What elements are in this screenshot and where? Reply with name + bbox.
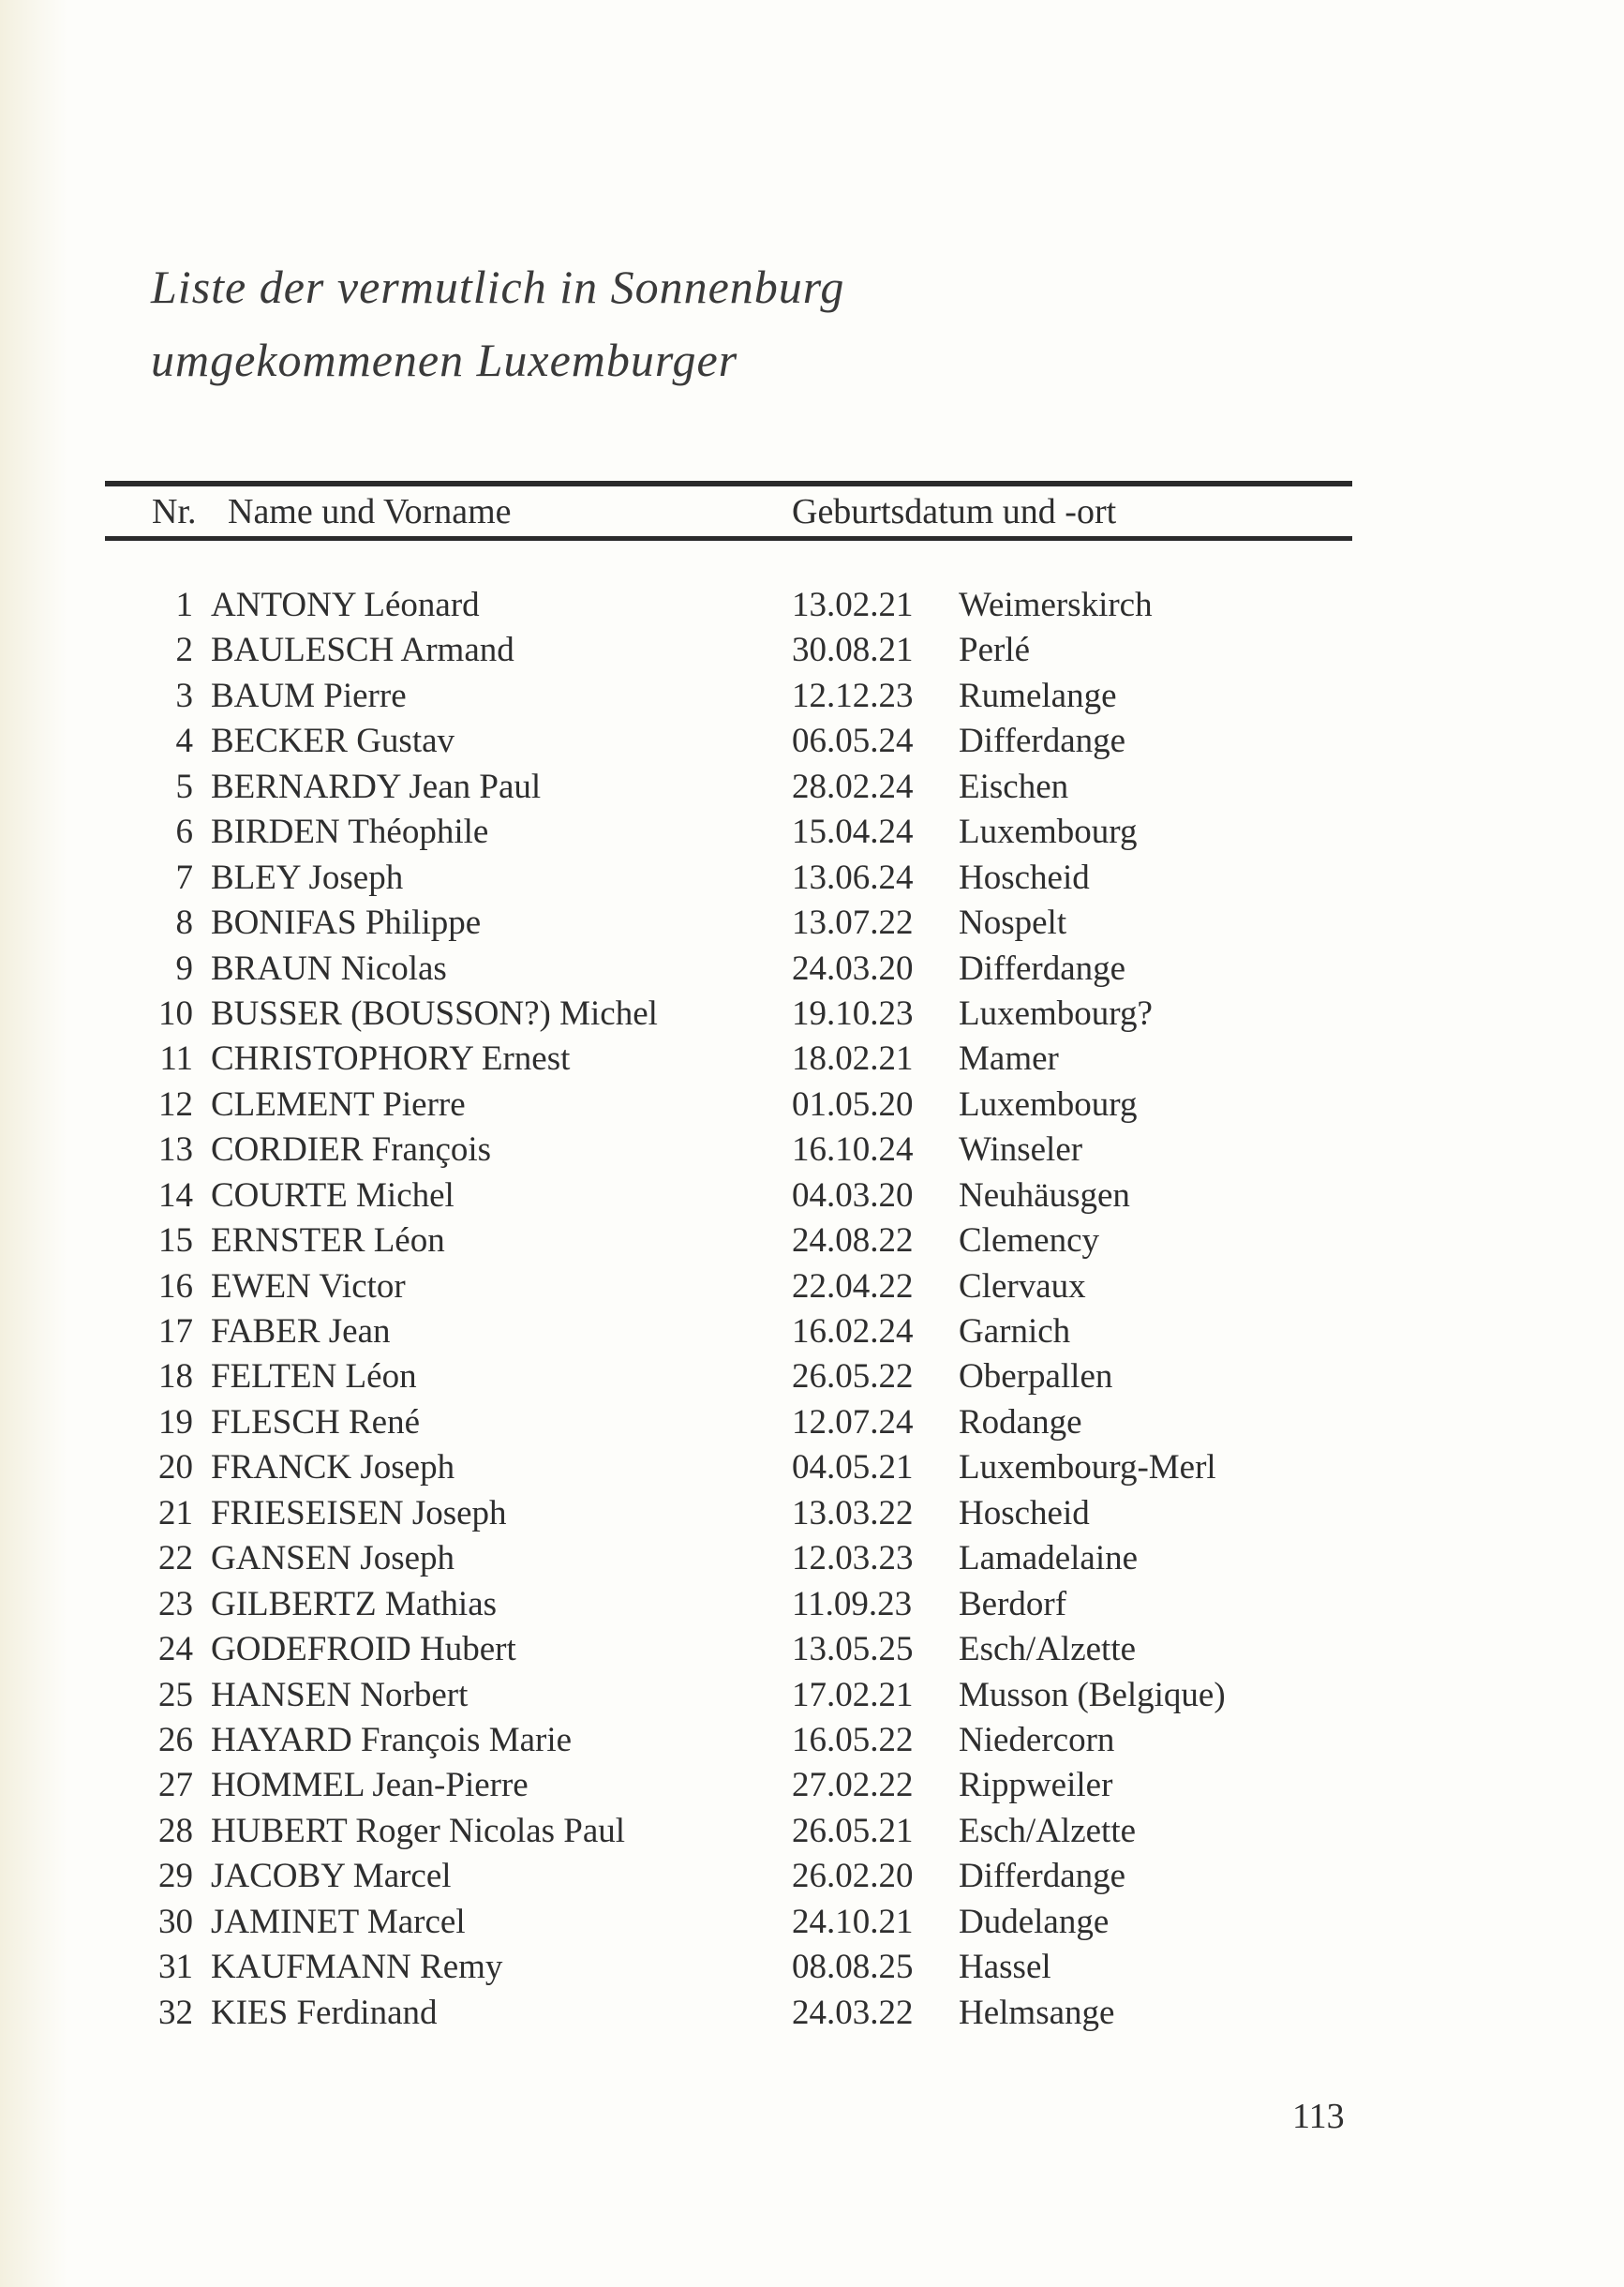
row-birthdate: 17.02.21 [792,1675,914,1714]
row-birthdate: 24.10.21 [792,1902,914,1941]
row-number: 31 [158,1948,193,1987]
row-name: KAUFMANN Remy [211,1948,503,1987]
row-birthdate: 16.02.24 [792,1312,914,1351]
row-birthplace: Oberpallen [959,1357,1113,1397]
table-row [94,1945,1556,1990]
row-name: BLEY Joseph [211,858,404,897]
row-name: HAYARD François Marie [211,1720,573,1759]
row-name: GILBERTZ Mathias [211,1584,498,1623]
row-name: FLESCH René [211,1402,421,1442]
row-birthplace: Rodange [959,1402,1082,1442]
row-number: 17 [158,1312,193,1351]
row-birthplace: Helmsange [959,1993,1115,2032]
row-birthplace: Lamadelaine [959,1539,1139,1578]
row-birthdate: 06.05.24 [792,722,914,761]
row-number: 4 [175,722,193,761]
row-birthplace: Clervaux [959,1266,1086,1306]
table-row [94,1354,1556,1399]
row-birthdate: 26.05.21 [792,1811,914,1850]
row-number: 3 [175,676,193,715]
table-row [94,583,1556,628]
table-row [94,1218,1556,1263]
row-birthplace: Luxembourg-Merl [959,1448,1216,1487]
row-birthdate: 13.07.22 [792,904,914,943]
row-birthplace: Esch/Alzette [959,1630,1137,1669]
row-name: GODEFROID Hubert [211,1630,516,1669]
row-name: FELTEN Léon [211,1357,417,1397]
row-number: 12 [158,1084,193,1124]
table-row [94,1627,1556,1672]
row-birthplace: Perlé [959,631,1031,670]
row-birthdate: 12.07.24 [792,1402,914,1442]
table-row [94,674,1556,719]
row-name: JACOBY Marcel [211,1857,452,1896]
row-birthplace: Winseler [959,1130,1083,1170]
table-row [94,1854,1556,1899]
row-number: 23 [158,1584,193,1623]
table-row [94,1491,1556,1536]
table-row [94,1083,1556,1128]
table-row [94,765,1556,810]
row-birthplace: Clemency [959,1221,1100,1261]
table-row [94,992,1556,1037]
row-birthplace: Rumelange [959,676,1117,715]
row-name: BAULESCH Armand [211,631,514,670]
row-birthdate: 16.05.22 [792,1720,914,1759]
row-birthdate: 24.03.20 [792,949,914,988]
column-header-nr: Nr. [152,492,197,531]
row-name: FABER Jean [211,1312,391,1351]
row-birthdate: 24.03.22 [792,1993,914,2032]
row-name: BIRDEN Théophile [211,813,489,852]
row-name: BAUM Pierre [211,676,407,715]
row-name: GANSEN Joseph [211,1539,455,1578]
row-number: 30 [158,1902,193,1941]
row-name: BRAUN Nicolas [211,949,447,988]
row-number: 20 [158,1448,193,1487]
row-name: BERNARDY Jean Paul [211,767,542,806]
row-number: 11 [159,1039,193,1079]
row-birthplace: Garnich [959,1312,1071,1351]
row-number: 28 [158,1811,193,1850]
row-name: COURTE Michel [211,1175,454,1215]
row-birthdate: 08.08.25 [792,1948,914,1987]
row-number: 24 [158,1630,193,1669]
row-birthdate: 12.12.23 [792,676,914,715]
row-birthplace: Musson (Belgique) [959,1675,1226,1714]
row-number: 16 [158,1266,193,1306]
row-name: EWEN Victor [211,1266,406,1306]
row-number: 18 [158,1357,193,1397]
page-title-line2: umgekommenen Luxemburger [151,333,738,386]
row-birthdate: 16.10.24 [792,1130,914,1170]
row-birthplace: Eischen [959,767,1069,806]
row-birthdate: 19.10.23 [792,994,914,1033]
row-birthdate: 26.02.20 [792,1857,914,1896]
row-birthplace: Differdange [959,722,1126,761]
row-name: JAMINET Marcel [211,1902,466,1941]
row-birthplace: Mamer [959,1039,1059,1079]
row-name: FRANCK Joseph [211,1448,455,1487]
row-birthdate: 30.08.21 [792,631,914,670]
row-name: BONIFAS Philippe [211,904,482,943]
row-birthplace: Neuhäusgen [959,1175,1130,1215]
row-number: 27 [158,1766,193,1805]
table-row [94,947,1556,992]
row-number: 10 [158,994,193,1033]
table-header-row [94,490,1499,533]
row-birthplace: Luxembourg? [959,994,1153,1033]
row-birthdate: 13.02.21 [792,586,914,624]
row-number: 2 [175,631,193,670]
table-row [94,856,1556,901]
table-row [94,1173,1556,1218]
row-birthdate: 01.05.20 [792,1084,914,1124]
row-birthplace: Dudelange [959,1902,1110,1941]
row-birthdate: 12.03.23 [792,1539,914,1578]
table-row [94,1309,1556,1354]
page-title [151,250,844,396]
row-birthdate: 18.02.21 [792,1039,914,1079]
row-birthdate: 04.05.21 [792,1448,914,1487]
row-name: KIES Ferdinand [211,1993,438,2032]
row-name: CORDIER François [211,1130,492,1170]
scanned-page-edge-shadow [0,0,67,2287]
row-name: ANTONY Léonard [211,586,480,624]
table-row [94,1445,1556,1490]
row-name: ERNSTER Léon [211,1221,445,1261]
row-birthdate: 11.09.23 [792,1584,913,1623]
table-top-rule [105,481,1352,486]
row-birthdate: 24.08.22 [792,1221,914,1261]
table-row [94,1718,1556,1763]
row-number: 7 [175,858,193,897]
row-name: CHRISTOPHORY Ernest [211,1039,571,1079]
row-number: 9 [175,949,193,988]
row-number: 25 [158,1675,193,1714]
row-birthplace: Differdange [959,1857,1126,1896]
table-row [94,719,1556,764]
row-name: HUBERT Roger Nicolas Paul [211,1811,626,1850]
table-row [94,1809,1556,1854]
row-number: 32 [158,1993,193,2032]
column-header-birthdate-place: Geburtsdatum und -ort [792,492,1117,531]
row-name: FRIESEISEN Joseph [211,1493,507,1532]
row-number: 5 [175,767,193,806]
table-row [94,628,1556,673]
row-birthplace: Berdorf [959,1584,1067,1623]
row-birthplace: Esch/Alzette [959,1811,1137,1850]
row-name: BUSSER (BOUSSON?) Michel [211,994,658,1033]
row-birthdate: 13.06.24 [792,858,914,897]
row-birthplace: Hassel [959,1948,1051,1987]
row-birthdate: 04.03.20 [792,1175,914,1215]
row-number: 22 [158,1539,193,1578]
row-number: 15 [158,1221,193,1261]
row-number: 29 [158,1857,193,1896]
row-number: 19 [158,1402,193,1442]
table-row [94,810,1556,855]
row-birthdate: 28.02.24 [792,767,914,806]
table-row [94,1128,1556,1173]
table-rows [94,583,1556,2036]
row-birthdate: 15.04.24 [792,813,914,852]
row-birthdate: 22.04.22 [792,1266,914,1306]
table-row [94,1400,1556,1445]
row-number: 8 [175,904,193,943]
row-birthplace: Hoscheid [959,1493,1090,1532]
row-birthplace: Rippweiler [959,1766,1113,1805]
row-name: BECKER Gustav [211,722,455,761]
table-row [94,1264,1556,1309]
row-birthplace: Niedercorn [959,1720,1115,1759]
row-name: HANSEN Norbert [211,1675,469,1714]
table-row [94,1763,1556,1808]
table-header-underline [105,536,1352,541]
page-title-line1: Liste der vermutlich in Sonnenburg [151,260,845,313]
table-row [94,1582,1556,1627]
row-number: 13 [158,1130,193,1170]
row-birthdate: 26.05.22 [792,1357,914,1397]
row-birthdate: 27.02.22 [792,1766,914,1805]
row-name: CLEMENT Pierre [211,1084,466,1124]
row-number: 1 [175,586,193,624]
row-number: 21 [158,1493,193,1532]
row-number: 14 [158,1175,193,1215]
table-row [94,1037,1556,1082]
page-number: 113 [1292,2097,1345,2136]
table-row [94,901,1556,946]
row-birthplace: Weimerskirch [959,586,1153,624]
row-birthdate: 13.03.22 [792,1493,914,1532]
row-name: HOMMEL Jean-Pierre [211,1766,529,1805]
row-birthplace: Luxembourg [959,1084,1138,1124]
table-row [94,1536,1556,1581]
row-birthplace: Luxembourg [959,813,1138,852]
row-number: 26 [158,1720,193,1759]
row-number: 6 [175,813,193,852]
table-row [94,1991,1556,2036]
row-birthplace: Nospelt [959,904,1067,943]
table-row [94,1673,1556,1718]
row-birthplace: Differdange [959,949,1126,988]
row-birthdate: 13.05.25 [792,1630,914,1669]
column-header-name: Name und Vorname [228,492,512,531]
row-birthplace: Hoscheid [959,858,1090,897]
table-row [94,1900,1556,1945]
